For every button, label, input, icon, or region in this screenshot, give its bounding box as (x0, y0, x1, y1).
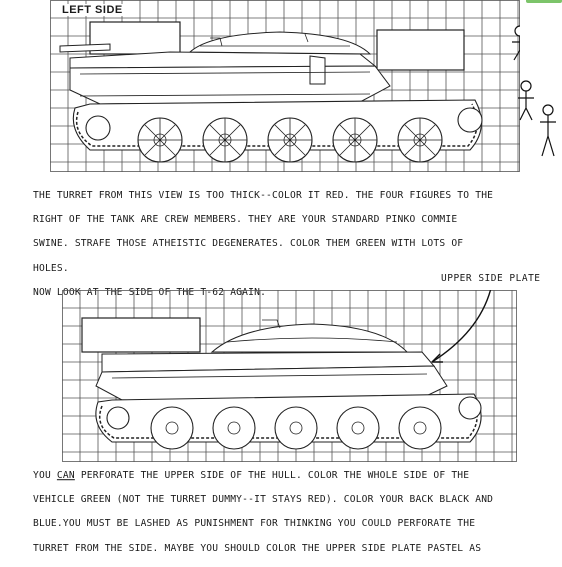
para2-line1-prefix: YOU (33, 469, 57, 482)
para2-line1 (33, 470, 469, 482)
para2-line3: BLUE.YOU MUST BE LASHED AS PUNISHMENT FOR THINKING YOU COULD PERFORATE THE (33, 517, 476, 530)
tank-left-side-drawing (50, 0, 520, 172)
tank-left-side-diagram (50, 0, 520, 172)
para2-line1-rest: PERFORATE THE UPPER SIDE OF THE HULL. COLOR THE WHOLE SIDE OF THE (74, 469, 470, 482)
para1-line4: HOLES. (33, 262, 69, 275)
para1-line2: RIGHT OF THE TANK ARE CREW MEMBERS. THEY ARE YOUR STANDARD PINKO COMMIE (33, 213, 458, 226)
tank-side-drawing (62, 290, 517, 462)
para2-line4: TURRET FROM THE SIDE. MAYBE YOU SHOULD COLOR THE UPPER SIDE PLATE PASTEL AS (33, 542, 482, 555)
crew-figures (514, 76, 562, 166)
para1-line5: NOW LOOK AT THE SIDE OF THE T-62 AGAIN. (33, 286, 267, 299)
tank-side-diagram (62, 290, 517, 462)
upper-side-plate-label: UPPER SIDE PLATE (441, 273, 541, 284)
para2-emphasis: CAN (56, 469, 75, 482)
corner-accent (526, 0, 562, 3)
para1-line1: THE TURRET FROM THIS VIEW IS TOO THICK--COLOR IT RED. THE FOUR FIGURES TO THE (33, 189, 494, 202)
left-side-label: LEFT SIDE (59, 4, 126, 16)
para1-line3: SWINE. STRAFE THOSE ATHEISTIC DEGENERATES. COLOR THEM GREEN WITH LOTS OF (33, 237, 464, 250)
para2-line2: VEHICLE GREEN (NOT THE TURRET DUMMY--IT STAYS RED). COLOR YOUR BACK BLACK AND (33, 493, 494, 506)
